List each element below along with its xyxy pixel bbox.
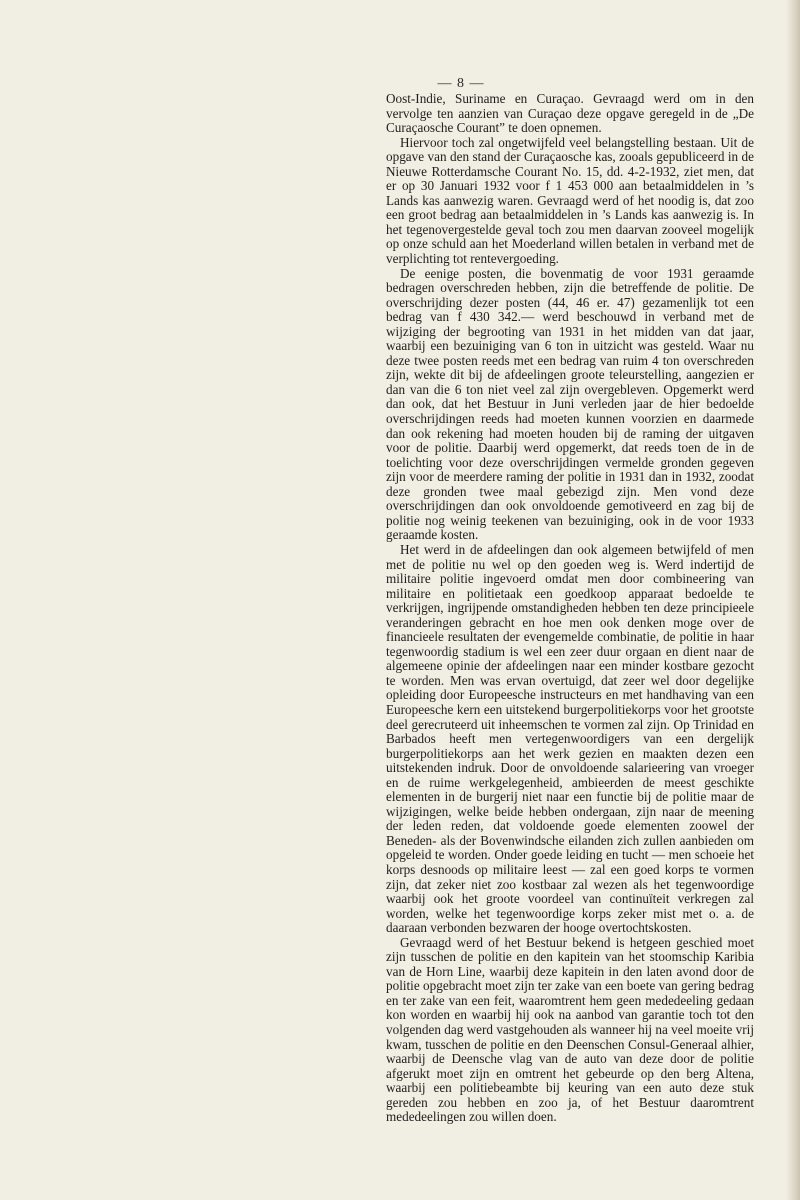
paragraph-4: Het werd in de afdeelingen dan ook algemeen betwijfeld of men met de politie nu wel op den goeden weg is. Werd indertijd de militaire politie ingevoerd omdat men door combineering van militaire en politietaak een goedkoop apparaat bedoelde te verkrijgen, ingrijpende omstandigheden hebben ten deze principieele veranderingen gebracht en hoe men ook denken moge over de financieele resultaten der evengemelde combinatie, de politie in haar tegenwoordig stadium is wel een zeer duur orgaan en dient naar de algemeene opinie der afdeelingen naar een minder kostbare gezocht te worden. Men was ervan overtuigd, dat zeer wel door degelijke opleiding door Europeesche instructeurs en met handhaving van een Europeesche kern een uitstekend burgerpolitiekorps voor het grootste deel gerecruteerd uit inheemschen te vormen zal zijn. Op Trinidad en Barbados heeft men vertegenwoordigers van een dergelijk burgerpolitiekorps aan het werk gezien en maakten dezen een uitstekenden indruk. Door de onvoldoende salarieering van vroeger en de ruime werkgelegenheid, ambieerden de meest geschikte elementen in de burgerij niet naar een functie bij de politie maar de wijzigingen, welke beide hebben ondergaan, zijn naar de meening der leden reden, dat voldoende goede elementen zoowel der Beneden- als der Bovenwindsche eilanden zich zullen aanbieden om opgeleid te worden. Onder goede leiding en tucht — men schoeie het korps desnoods op militaire leest — zal een goed korps te vormen zijn, dat zeker niet zoo kostbaar zal wezen als het tegenwoordige waarbij ook het groote voordeel van continuïteit verkregen zal worden, welke het tegenwoordige korps zeker mist met o. a. de daaraan verbonden bezwaren der hooge overtochtskosten.	[386, 541, 754, 936]
paragraph-1: Oost-Indie, Suriname en Curaçao. Gevraagd werd om in den vervolge ten aanzien van Curaçao deze opgave geregeld in de „De Curaçaosche Courant” te doen opnemen.	[386, 91, 754, 136]
page-edge-shadow	[786, 0, 800, 1200]
body-text-column	[386, 92, 754, 1125]
paragraph-3: De eenige posten, die bovenmatig de voor 1931 geraamde bedragen overschreden hebben, zijn die betreffende de politie. De overschrijding dezer posten (44, 46 er. 47) gezamenlijk tot een bedrag van f 430 342.— werd beschouwd in verband met de wijziging der begrooting van 1931 in het midden van dat jaar, waarbij een bezuiniging van 6 ton in uitzicht was gesteld. Waar nu deze twee posten reeds met een bedrag van ruim 4 ton overschreden zijn, wekte dit bij de afdeelingen groote teleurstelling, aangezien er dan van die 6 ton niet veel zal zijn overgebleven. Opgemerkt werd dan ook, dat het Bestuur in Juni verleden jaar de hier bedoelde overschrijdingen reeds had moeten kunnen voorzien en daarmede dan ook rekening had moeten houden bij de raming der uitgaven voor de politie. Daarbij werd opgemerkt, dat reeds toen de in de toelichting voor deze overschrijdingen vermelde gronden gegeven zijn voor de meerdere raming der politie in 1931 dan in 1932, zoodat deze gronden twee maal gebezigd zijn. Men vond deze overschrijdingen dan ook onvoldoende gemotiveerd en zag bij de politie nog weinig teekenen van bezuiniging, ook in de voor 1933 geraamde kosten.	[386, 265, 754, 543]
page-number: — 8 —	[437, 76, 485, 91]
paragraph-2: Hiervoor toch zal ongetwijfeld veel belangstelling bestaan. Uit de opgave van den stand der Curaçaosche kas, zooals gepubliceerd in de Nieuwe Rotterdamsche Courant No. 15, dd. 4-2-1932, ziet men, dat er op 30 Januari 1932 voor f 1 453 000 aan betaalmiddelen in ’s Lands kas aanwezig waren. Gevraagd werd of het noodig is, dat zoo een groot bedrag aan betaalmiddelen in ’s Lands kas aanwezig is. In het tegenovergestelde geval toch zou men daarvan zooveel mogelijk op onze schuld aan het Moederland willen betalen in verband met de verplichting tot rentevergoeding.	[386, 134, 754, 267]
paragraph-5: Gevraagd werd of het Bestuur bekend is hetgeen geschied moet zijn tusschen de politie en den kapitein van het stoomschip Karibia van de Horn Line, waarbij deze kapitein in den laten avond door de politie opgebracht moet zijn ter zake van een boete van gering bedrag en ter zake van een feit, waaromtrent hem geen mededeeling gedaan kon worden en waarbij hij ook na aanbod van garantie toch tot den volgenden dag werd vastgehouden als wanneer hij na veel moeite vrij kwam, tusschen de politie en den Deenschen Consul-Generaal alhier, waarbij de Deensche vlag van de auto van deze door de politie afgerukt moet zijn en omtrent het gebeurde op den berg Altena, waarbij een politiebeambte bij keuring van een auto deze stuk gereden zou hebben en zoo ja, of het Bestuur daaromtrent mededeelingen zou willen doen.	[386, 934, 754, 1125]
